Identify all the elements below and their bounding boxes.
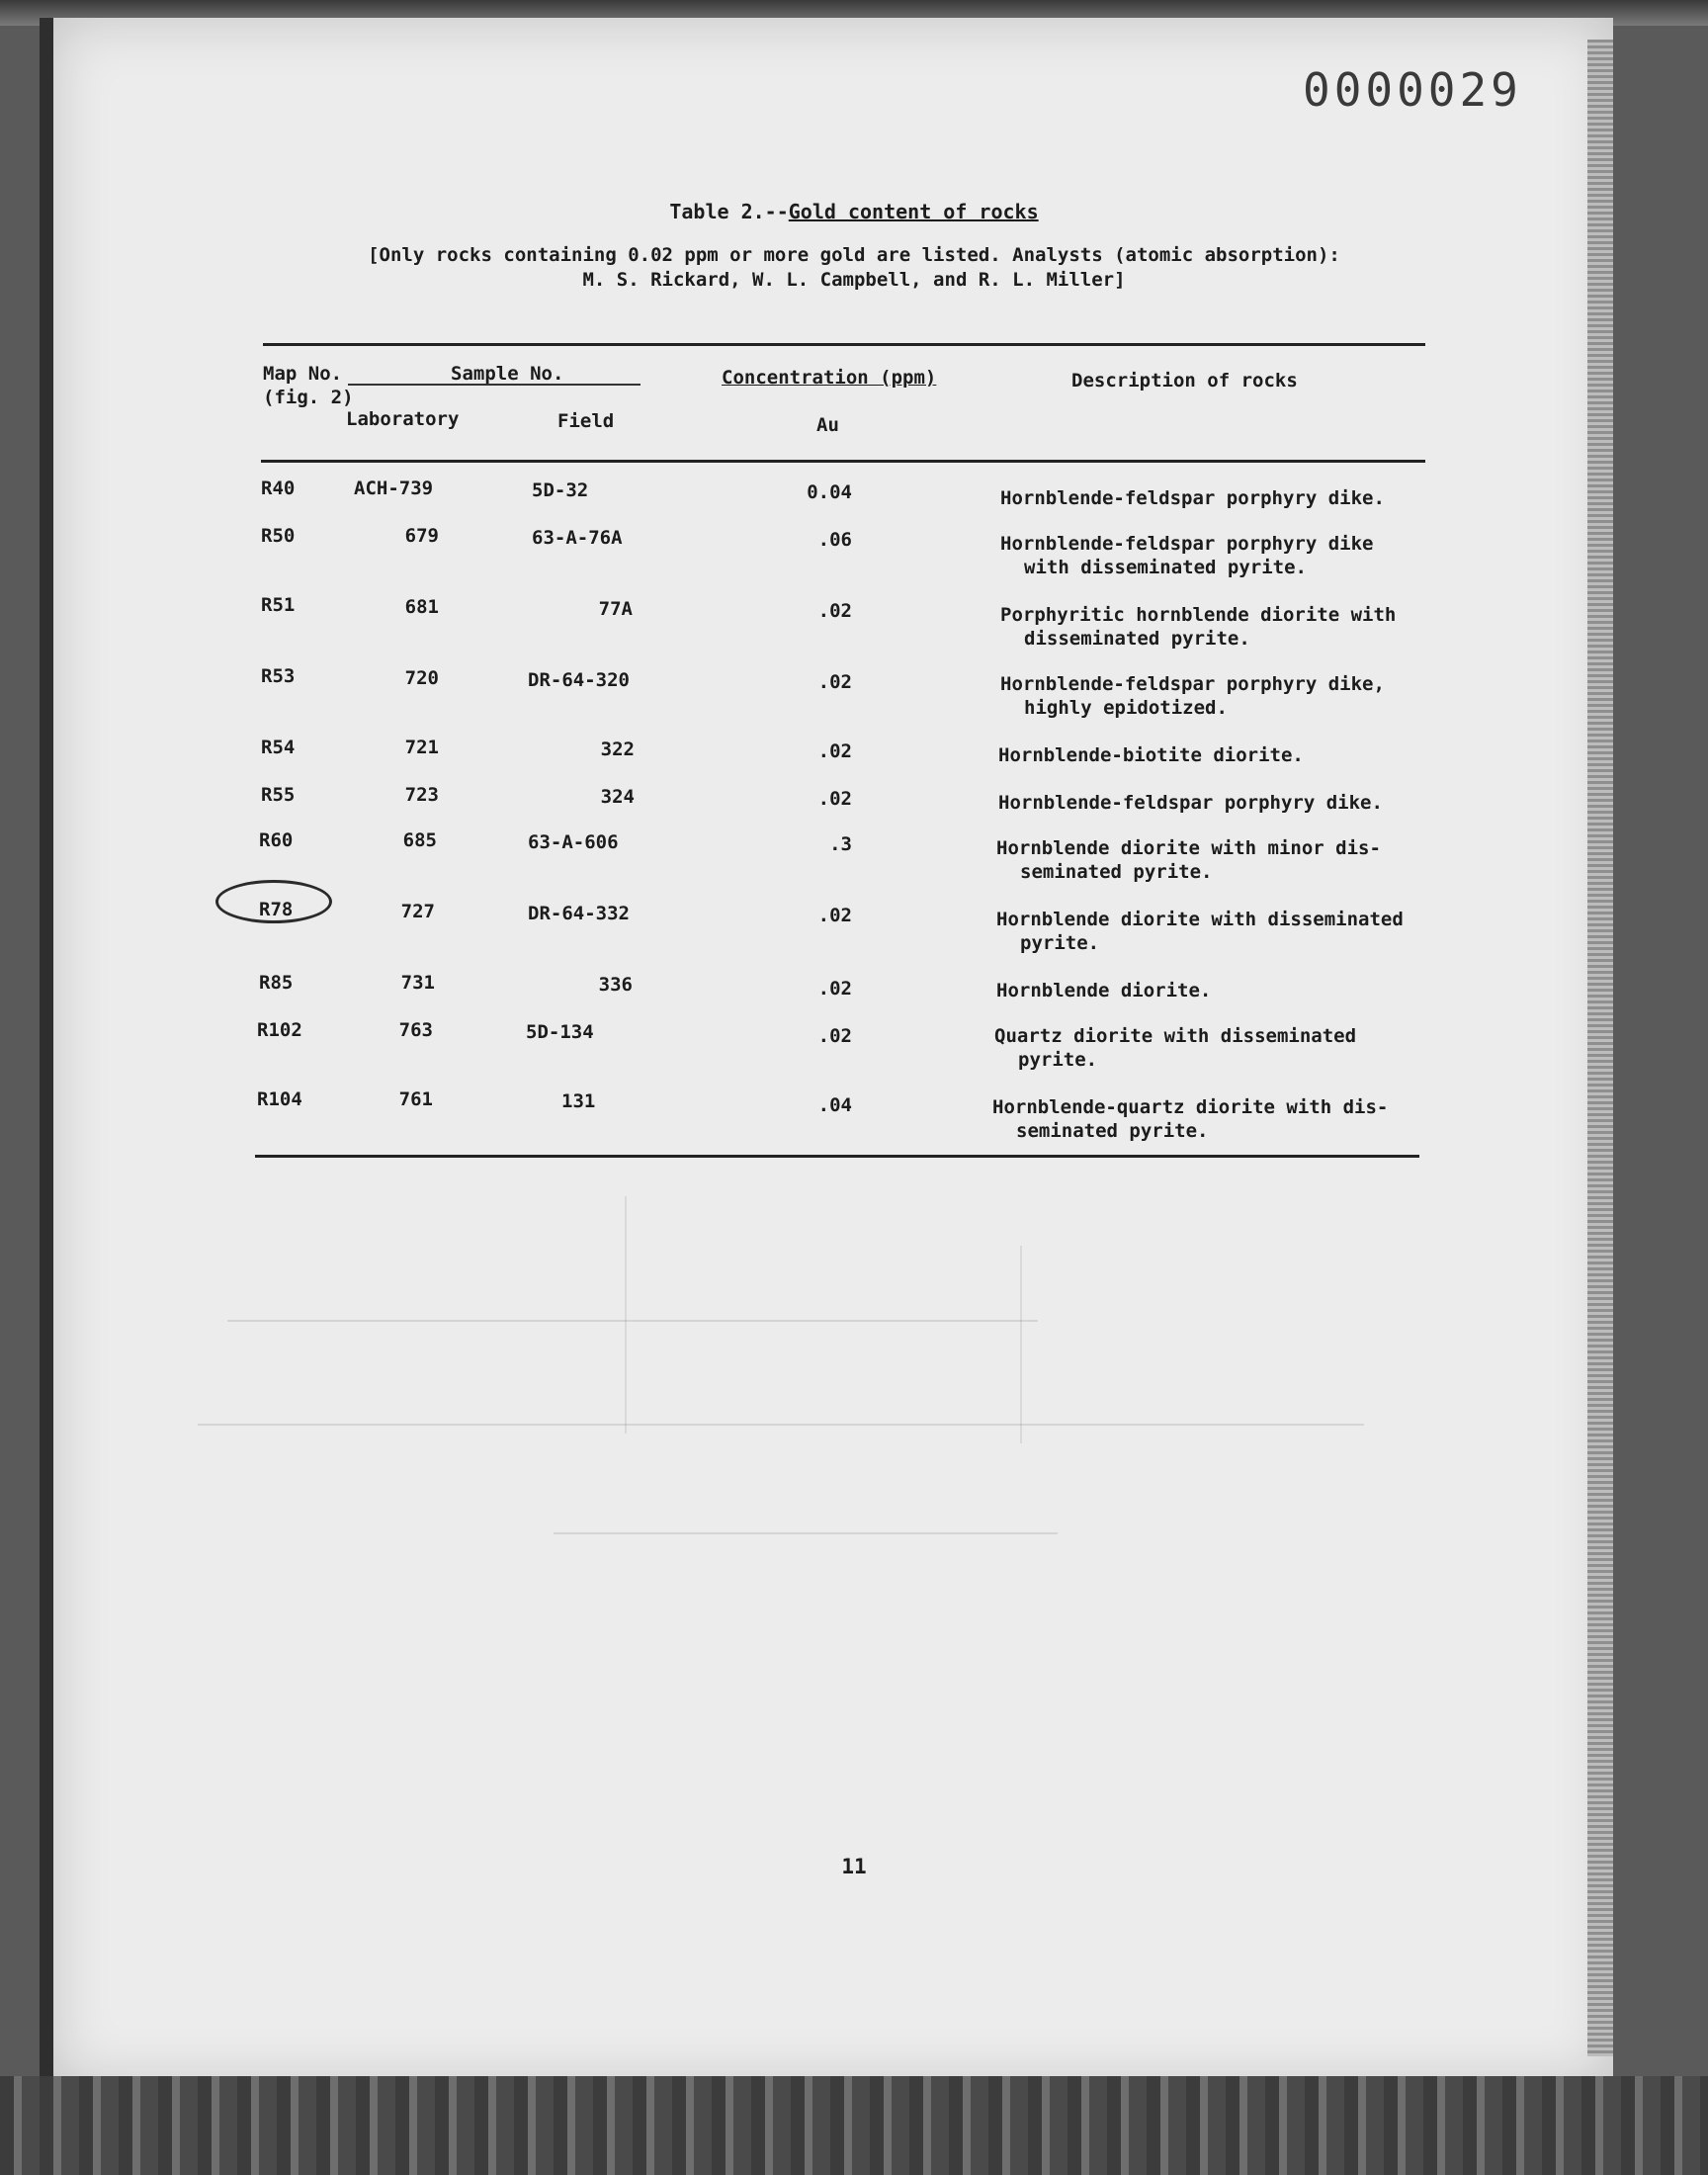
cell-map-no: R102 bbox=[257, 1019, 302, 1041]
page-id: 0000029 bbox=[1303, 63, 1522, 117]
cell-description-line: Hornblende diorite with disseminated bbox=[996, 909, 1404, 930]
cell-description bbox=[996, 908, 1431, 955]
page-number: 11 bbox=[841, 1855, 867, 1878]
cell-description bbox=[1000, 603, 1435, 651]
col-laboratory: Laboratory bbox=[346, 408, 460, 430]
cell-map-no: R60 bbox=[259, 829, 294, 851]
col-fig: (fig. 2) bbox=[263, 387, 354, 408]
cell-description-line: Porphyritic hornblende diorite with bbox=[1000, 604, 1397, 626]
cell-description-line: seminated pyrite. bbox=[1016, 1120, 1209, 1142]
cell-description bbox=[996, 836, 1431, 884]
table-note-line2: M. S. Rickard, W. L. Campbell, and R. L. Miller] bbox=[582, 269, 1126, 291]
table-top-rule bbox=[263, 343, 1425, 346]
cell-description-line: pyrite. bbox=[1020, 932, 1100, 954]
cell-description bbox=[998, 743, 1433, 767]
cell-field: 336 bbox=[598, 974, 633, 996]
cell-field: 63-A-76A bbox=[532, 527, 623, 549]
cell-field: 77A bbox=[598, 598, 633, 620]
table-note bbox=[0, 243, 1708, 293]
bleed-through-mark bbox=[227, 1320, 1038, 1322]
col-au: Au bbox=[816, 414, 839, 436]
cell-laboratory: 731 bbox=[400, 972, 435, 994]
cell-map-no: R40 bbox=[261, 478, 296, 499]
cell-description bbox=[992, 1095, 1427, 1143]
cell-map-no: R51 bbox=[261, 594, 296, 616]
cell-laboratory: 761 bbox=[398, 1088, 433, 1110]
cell-description-line: pyrite. bbox=[1018, 1049, 1098, 1071]
bleed-through-mark bbox=[625, 1196, 627, 1434]
table-bottom-rule bbox=[255, 1155, 1419, 1158]
col-map-no: Map No. bbox=[263, 363, 343, 385]
cell-field: 324 bbox=[600, 786, 635, 808]
cell-laboratory: 723 bbox=[404, 784, 439, 806]
bleed-through-mark bbox=[1020, 1246, 1022, 1443]
cell-description-line: Quartz diorite with disseminated bbox=[994, 1025, 1357, 1047]
cell-laboratory: 763 bbox=[398, 1019, 433, 1041]
table-title-prefix: Table 2.-- bbox=[669, 200, 789, 223]
bleed-through-mark bbox=[198, 1424, 1364, 1426]
cell-field: 322 bbox=[600, 739, 635, 760]
cell-au: .02 bbox=[817, 1025, 852, 1047]
cell-description-line: Hornblende-feldspar porphyry dike. bbox=[1000, 487, 1385, 509]
cell-description-line: seminated pyrite. bbox=[1020, 861, 1213, 883]
cell-map-no: R78 bbox=[259, 899, 294, 920]
cell-description bbox=[998, 791, 1433, 815]
cell-laboratory: 727 bbox=[400, 901, 435, 922]
page-stack-edge bbox=[1587, 40, 1613, 2056]
cell-au: 0.04 bbox=[807, 481, 852, 503]
bleed-through-mark bbox=[554, 1532, 1058, 1534]
cell-field: 5D-32 bbox=[532, 479, 589, 501]
cell-field: 131 bbox=[561, 1090, 596, 1112]
cell-laboratory: ACH-739 bbox=[354, 478, 434, 499]
cell-laboratory: 679 bbox=[404, 525, 439, 547]
cell-description-line: Hornblende-feldspar porphyry dike. bbox=[998, 792, 1383, 814]
cell-field: DR-64-320 bbox=[528, 669, 630, 691]
cell-description-line: Hornblende diorite. bbox=[996, 980, 1212, 1001]
cell-description-line: Hornblende-biotite diorite. bbox=[998, 744, 1304, 766]
header-bottom-rule bbox=[261, 460, 1425, 463]
cell-au: .04 bbox=[817, 1094, 852, 1116]
cell-map-no: R85 bbox=[259, 972, 294, 994]
cell-description-line: Hornblende-quartz diorite with dis- bbox=[992, 1096, 1389, 1118]
cell-au: .02 bbox=[817, 600, 852, 622]
cell-laboratory: 685 bbox=[402, 829, 437, 851]
table-note-line1: [Only rocks containing 0.02 ppm or more gold are listed. Analysts (atomic absorption): bbox=[368, 244, 1340, 266]
cell-map-no: R53 bbox=[261, 665, 296, 687]
cell-laboratory: 681 bbox=[404, 596, 439, 618]
binder-edge bbox=[40, 18, 53, 2086]
col-concentration: Concentration (ppm) bbox=[722, 367, 937, 389]
cell-description bbox=[994, 1024, 1429, 1072]
cell-laboratory: 721 bbox=[404, 737, 439, 758]
cell-description bbox=[996, 979, 1431, 1002]
cell-description-line: Hornblende-feldspar porphyry dike, bbox=[1000, 673, 1385, 695]
cell-description bbox=[1000, 486, 1435, 510]
cell-au: .3 bbox=[829, 833, 852, 855]
col-description: Description of rocks bbox=[1071, 370, 1298, 392]
cell-au: .02 bbox=[817, 905, 852, 926]
cell-au: .02 bbox=[817, 978, 852, 1000]
col-field: Field bbox=[557, 410, 615, 432]
cell-laboratory: 720 bbox=[404, 667, 439, 689]
cell-au: .02 bbox=[817, 788, 852, 810]
cell-description bbox=[1000, 532, 1435, 579]
table-title bbox=[0, 200, 1708, 223]
cell-field: 5D-134 bbox=[526, 1021, 594, 1043]
scan-bottom-edge bbox=[0, 2076, 1708, 2175]
cell-map-no: R50 bbox=[261, 525, 296, 547]
cell-description bbox=[1000, 672, 1435, 720]
cell-description-line: Hornblende diorite with minor dis- bbox=[996, 837, 1381, 859]
cell-au: .02 bbox=[817, 671, 852, 693]
cell-description-line: disseminated pyrite. bbox=[1024, 628, 1250, 650]
cell-au: .06 bbox=[817, 529, 852, 551]
table-title-main: Gold content of rocks bbox=[788, 200, 1039, 223]
cell-description-line: with disseminated pyrite. bbox=[1024, 557, 1307, 578]
cell-description-line: highly epidotized. bbox=[1024, 697, 1228, 719]
cell-description-line: Hornblende-feldspar porphyry dike bbox=[1000, 533, 1374, 555]
cell-map-no: R104 bbox=[257, 1088, 302, 1110]
cell-map-no: R55 bbox=[261, 784, 296, 806]
col-sample-no: Sample No. bbox=[451, 363, 564, 385]
cell-field: DR-64-332 bbox=[528, 903, 630, 924]
cell-map-no: R54 bbox=[261, 737, 296, 758]
cell-field: 63-A-606 bbox=[528, 831, 619, 853]
cell-au: .02 bbox=[817, 740, 852, 762]
